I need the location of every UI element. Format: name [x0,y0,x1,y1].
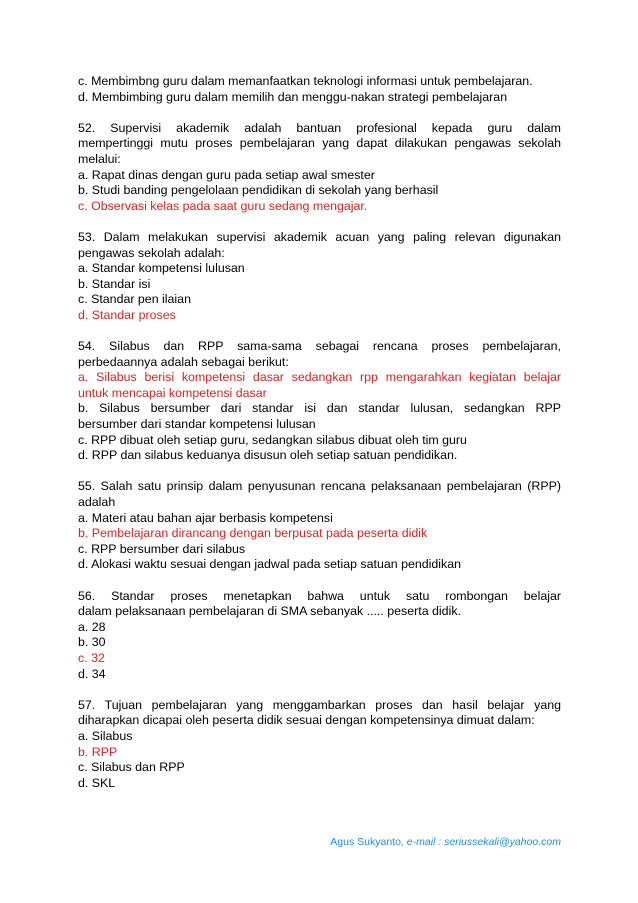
q53-option-d-answer: d. Standar proses [78,307,176,322]
q56-stem-line-2: dalam pelaksanaan pembelajaran di SMA sebanyak ..... peserta didik. [78,604,461,619]
q51-option-c: c. Membimbng guru dalam memanfaatkan teknologi informasi untuk pembelajaran. [78,74,533,88]
q52-option-b: b. Studi banding pengelolaan pendidikan di sekolah yang berhasil [78,183,439,198]
q54-option-a-answer-line-1: a. Silabus berisi kompetensi dasar sedangkan rpp mengarahkan kegiatan belajar [78,370,561,385]
q55-option-b-answer: b. Pembelajaran dirancang dengan berpusat pada peserta didik [78,526,428,541]
q53-stem-line-1: 53. Dalam melakukan supervisi akademik acuan yang paling relevan digunakan [78,229,561,244]
footer-email-label: , e-mail : [400,836,445,848]
q57-option-c: c. Silabus dan RPP [78,760,185,775]
q53-option-b: b. Standar isi [78,276,151,291]
q57-option-b-answer: b. RPP [78,744,118,759]
q54-option-c: c. RPP dibuat oleh setiap guru, sedangkan silabus dibuat oleh tim guru [78,432,467,447]
q53-stem-line-2: pengawas sekolah adalah: [78,245,225,260]
page-footer [330,836,561,848]
q57-option-a: a. Silabus [78,728,133,743]
q56-stem-line-1: 56. Standar proses menetapkan bahwa untuk satu rombongan belajar [78,588,561,603]
q55-option-a: a. Materi atau bahan ajar berbasis kompetensi [78,510,333,525]
q52-stem-line-1: 52. Supervisi akademik adalah bantuan profesional kepada guru dalam [78,120,561,135]
q54-option-a-answer-line-2: untuk mencapai kompetensi dasar [78,385,267,400]
q55-option-c: c. RPP bersumber dari silabus [78,541,246,556]
q56-option-d: d. 34 [78,666,106,681]
q56-option-b: b. 30 [78,635,106,650]
q57-option-d: d. SKL [78,775,116,790]
q52-stem-line-3: melalui: [78,151,121,166]
q57-stem-line-1: 57. Tujuan pembelajaran yang menggambarkan proses dan hasil belajar yang [78,697,561,712]
q53-option-c: c. Standar pen ilaian [78,292,191,307]
q52-option-c-answer: c. Observasi kelas pada saat guru sedang mengajar. [78,198,368,213]
q56-option-a: a. 28 [78,619,106,634]
q54-stem-line-1: 54. Silabus dan RPP sama-sama sebagai rencana proses pembelajaran, [78,339,561,354]
q52-option-a: a. Rapat dinas dengan guru pada setiap awal smester [78,167,375,182]
q55-stem-line-2: adalah [78,495,116,510]
q53-option-a: a. Standar kompetensi lulusan [78,261,245,276]
q54-option-b-line-1: b. Silabus bersumber dari standar isi dan standar lulusan, sedangkan RPP [78,401,561,416]
q52-stem-line-2: mempertinggi mutu proses pembelajaran yang dapat dilakukan pengawas sekolah [78,136,561,151]
document-body [78,74,561,791]
q57-stem-line-2: diharapkan dicapai oleh peserta didik sesuai dengan kompetensinya dimuat dalam: [78,713,535,728]
q54-option-b-line-2: bersumber dari standar kompetensi lulusan [78,417,316,432]
q56-option-c-answer: c. 32 [78,650,105,665]
q51-option-d: d. Membimbing guru dalam memilih dan menggu-nakan strategi pembelajaran [78,89,508,104]
q55-stem-line-1: 55. Salah satu prinsip dalam penyusunan rencana pelaksanaan pembelajaran (RPP) [78,479,561,494]
q54-stem-line-2: perbedaannya adalah sebagai berikut: [78,354,289,369]
q54-option-d: d. RPP dan silabus keduanya disusun oleh setiap satuan pendidikan. [78,448,458,463]
footer-email-link[interactable]: seriussekali@yahoo.com [444,836,561,848]
q55-option-d: d. Alokasi waktu sesuai dengan jadwal pada setiap satuan pendidikan [78,557,462,572]
footer-author: Agus Sukyanto [330,836,401,848]
